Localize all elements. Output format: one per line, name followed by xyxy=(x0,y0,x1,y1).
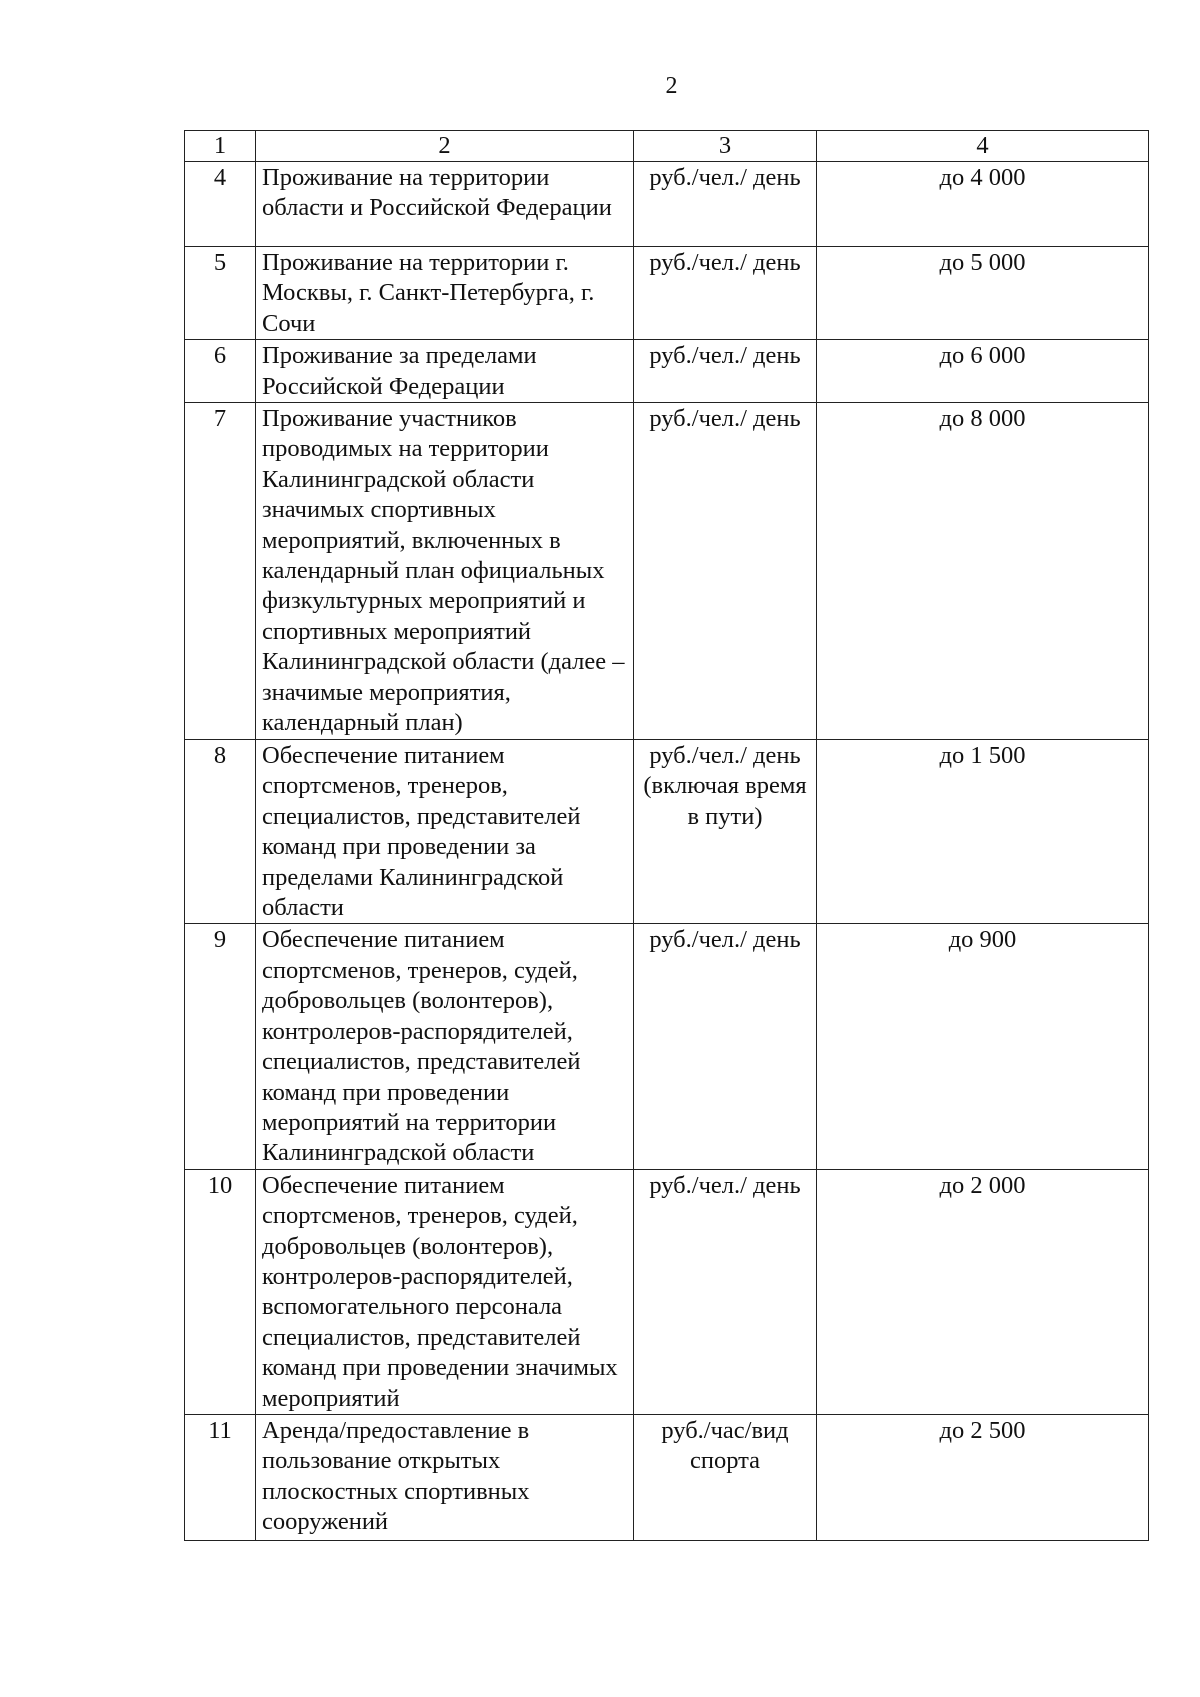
row-unit: руб./чел./ день (включая время в пути) xyxy=(634,740,817,924)
row-value: до 6 000 xyxy=(817,340,1149,403)
column-header-1: 1 xyxy=(185,131,256,162)
row-value: до 4 000 xyxy=(817,162,1149,247)
row-number: 6 xyxy=(185,340,256,403)
row-description: Проживание участников проводимых на территории Калининградской области значимых спортивных мероприятий, включенных в календарный план официальных физкультурных мероприятий и спортивных мероприятий Калининградской области (далее – значимые мероприятия, календарный план) xyxy=(256,403,634,740)
table-row xyxy=(185,740,1149,924)
row-description: Обеспечение питанием спортсменов, тренеров, специалистов, представителей команд при проведении за пределами Калининградской области xyxy=(256,740,634,924)
row-number: 5 xyxy=(185,247,256,340)
row-number: 11 xyxy=(185,1414,256,1540)
row-value: до 900 xyxy=(817,924,1149,1169)
row-unit: руб./чел./ день xyxy=(634,247,817,340)
row-unit: руб./чел./ день xyxy=(634,403,817,740)
row-description: Обеспечение питанием спортсменов, тренеров, судей, добровольцев (волонтеров), контролеров-распорядителей, специалистов, представителей команд при проведении мероприятий на территории Калининградской области xyxy=(256,924,634,1169)
row-unit: руб./час/вид спорта xyxy=(634,1414,817,1540)
row-value: до 2 500 xyxy=(817,1414,1149,1540)
row-value: до 8 000 xyxy=(817,403,1149,740)
row-unit: руб./чел./ день xyxy=(634,340,817,403)
page-number: 2 xyxy=(665,73,678,99)
row-number: 8 xyxy=(185,740,256,924)
column-header-3: 3 xyxy=(634,131,817,162)
table-row xyxy=(185,162,1149,247)
table-row xyxy=(185,403,1149,740)
row-number: 7 xyxy=(185,403,256,740)
table-row xyxy=(185,1414,1149,1540)
table-row xyxy=(185,924,1149,1169)
row-unit: руб./чел./ день xyxy=(634,924,817,1169)
row-number: 9 xyxy=(185,924,256,1169)
row-description: Обеспечение питанием спортсменов, тренеров, судей, добровольцев (волонтеров), контролеров-распорядителей, вспомогательного персонала специалистов, представителей команд при проведении значимых мероприятий xyxy=(256,1169,634,1414)
row-number: 10 xyxy=(185,1169,256,1414)
row-description: Проживание за пределами Российской Федерации xyxy=(256,340,634,403)
row-description: Аренда/предоставление в пользование открытых плоскостных спортивных сооружений xyxy=(256,1414,634,1540)
row-value: до 1 500 xyxy=(817,740,1149,924)
row-unit: руб./чел./ день xyxy=(634,1169,817,1414)
table-header-row xyxy=(185,131,1149,162)
column-header-4: 4 xyxy=(817,131,1149,162)
table-row xyxy=(185,1169,1149,1414)
row-value: до 5 000 xyxy=(817,247,1149,340)
table-row xyxy=(185,247,1149,340)
rates-table xyxy=(184,130,1149,1541)
column-header-2: 2 xyxy=(256,131,634,162)
row-number: 4 xyxy=(185,162,256,247)
row-unit: руб./чел./ день xyxy=(634,162,817,247)
row-description: Проживание на территории области и Российской Федерации xyxy=(256,162,634,247)
row-description: Проживание на территории г. Москвы, г. Санкт-Петербурга, г. Сочи xyxy=(256,247,634,340)
row-value: до 2 000 xyxy=(817,1169,1149,1414)
table-row xyxy=(185,340,1149,403)
